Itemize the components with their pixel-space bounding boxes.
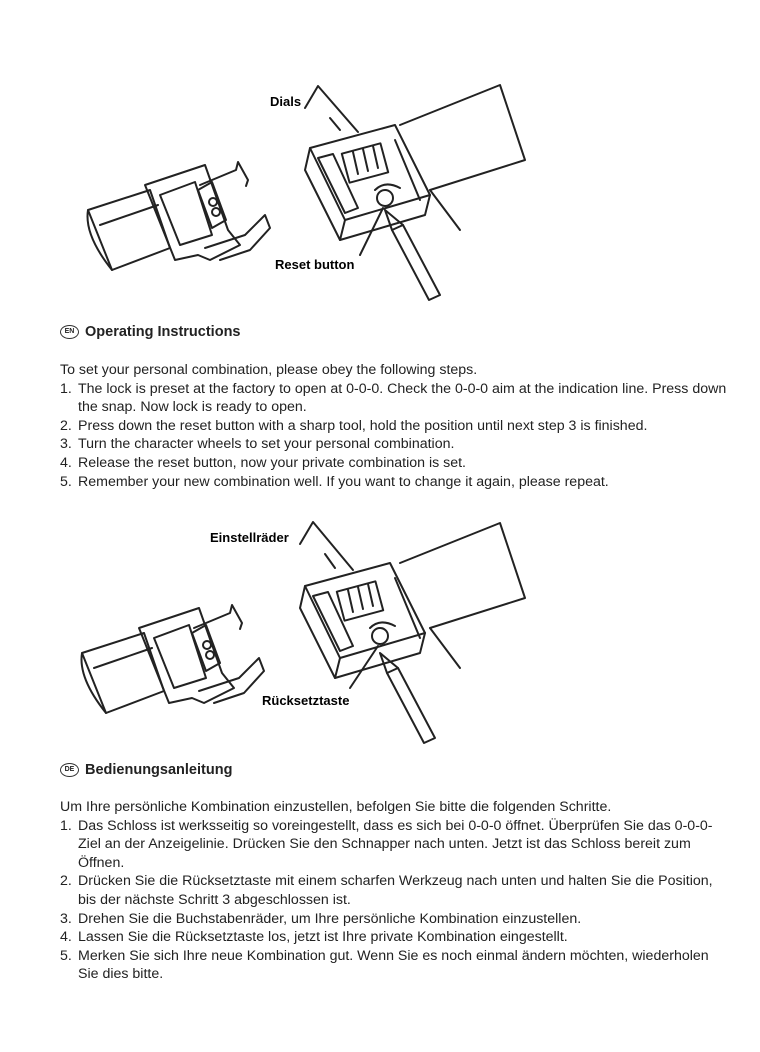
lock-illustration: [0, 70, 760, 310]
label-dials: Dials: [270, 94, 302, 109]
step-item: 4. Lassen Sie die Rücksetztaste los, jetzt ist Ihre private Kombination eingestellt.: [60, 929, 568, 946]
figure-lock-diagram-de: [0, 508, 760, 748]
steps-list-de: [60, 817, 730, 984]
label-einstellraeder: Einstellräder: [210, 530, 289, 545]
step-item: 2. Drücken Sie die Rücksetztaste mit einem scharfen Werkzeug nach unten und halten Sie die Position, bis der nächste Schritt 3 abgeschlossen ist.: [60, 873, 713, 908]
title-bedienungsanleitung: Bedienungsanleitung: [85, 762, 233, 778]
step-item: 5. Remember your new combination well. If you want to change it again, please repeat.: [60, 473, 609, 490]
lang-badge-en: EN: [60, 325, 79, 339]
step-item: 3. Turn the character wheels to set your personal combination.: [60, 436, 455, 453]
step-item: 1. The lock is preset at the factory to open at 0-0-0. Check the 0-0-0 aim at the indication line. Press down the snap. Now lock is ready to open.: [60, 380, 727, 416]
step-item: 5. Merken Sie sich Ihre neue Kombination gut. Wenn Sie es noch einmal ändern möchten, wiederholen Sie dies bitte.: [60, 947, 709, 983]
step-item: 4. Release the reset button, now your private combination is set.: [60, 454, 467, 471]
section-title-de: [60, 762, 232, 778]
step-item: 1. Das Schloss ist werksseitig so voreingestellt, dass es sich bei 0-0-0 öffnet. Überprüfen Sie das 0-0-0-Ziel an der Anzeigelinie. Drücken Sie den Schnapper nach unten. Jetzt ist das Schloss bereit zum Öffnen.: [60, 817, 713, 871]
title-operating-instructions: Operating Instructions: [85, 324, 241, 340]
section-title-en: [60, 324, 241, 340]
figure-lock-diagram-en: [0, 70, 760, 310]
label-ruecksetztaste: Rücksetztaste: [262, 693, 350, 708]
label-reset-button: Reset button: [275, 257, 355, 272]
lang-badge-de: DE: [60, 763, 79, 777]
steps-list-en: [60, 380, 730, 492]
intro-text: Um Ihre persönliche Kombination einzustellen, befolgen Sie bitte die folgenden Schritte.: [60, 799, 612, 815]
step-item: 3. Drehen Sie die Buchstabenräder, um Ihre persönliche Kombination einzustellen.: [60, 910, 582, 927]
instructions-en: [60, 361, 730, 491]
intro-text: To set your personal combination, please obey the following steps.: [60, 362, 478, 378]
instructions-de: [60, 798, 730, 984]
step-item: 2. Press down the reset button with a sharp tool, hold the position until next step 3 is finished.: [60, 417, 648, 434]
lock-illustration: [0, 508, 760, 748]
